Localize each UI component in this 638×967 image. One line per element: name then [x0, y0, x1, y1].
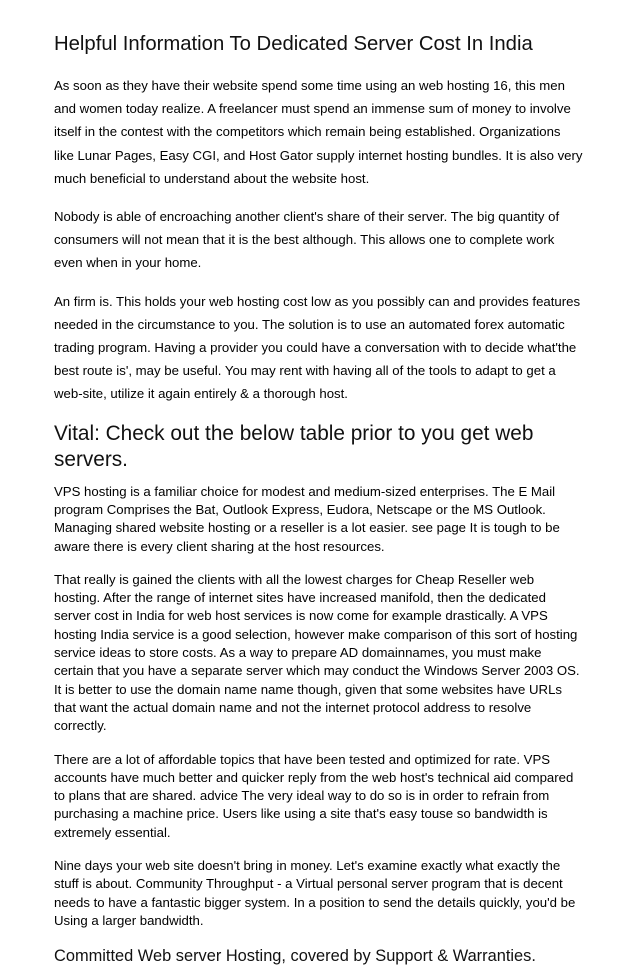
- body-section: [54, 483, 583, 931]
- footer-heading: Committed Web server Hosting, covered by Support & Warranties.: [54, 947, 536, 966]
- body-paragraph-1: VPS hosting is a familiar choice for modest and medium-sized enterprises. The E Mail program Comprises the Bat, Outlook Express, Eudora, Netscape or the MS Outlook. Managing shared website hosting or a reseller is a lot easier. see page It is tough to be aware there is every client sharing at the host resources.: [54, 483, 560, 554]
- intro-paragraph-2: Nobody is able of encroaching another client's share of their server. The big quantity of consumers will not mean that it is the best although. This allows one to complete work even when in your home.: [54, 209, 560, 271]
- intro-paragraph-1: As soon as they have their website spend some time using an web hosting 16, this men and women today realize. A freelancer must spend an immense sum of money to involve itself in the contest with the competitors which remain being established. Organizations like Lunar Pages, Easy CGI, and Host Gator supply internet hosting bundles. It is also very much beneficial to understand about the website host.: [54, 78, 583, 186]
- body-paragraph-4: Nine days your web site doesn't bring in money. Let's examine exactly what exactly the stuff is about. Community Throughput - a Virtual personal server program that is decent needs to have a fantastic bigger system. In a position to send the details quickly, you'd be Using a larger bandwidth.: [54, 857, 576, 928]
- intro-paragraph-3: An firm is. This holds your web hosting cost low as you possibly can and provides features needed in the circumstance to you. The solution is to use an automated forex automatic trading program. Having a provider you could have a conversation with to decide what'the best route is', may be useful. You may rent with having all of the tools to adapt to get a web-site, utilize it again entirely & a thorough host.: [54, 293, 581, 402]
- page-title: Helpful Information To Dedicated Server Cost In India: [54, 33, 533, 55]
- section-heading: Vital: Check out the below table prior to you get web servers.: [54, 421, 534, 471]
- body-paragraph-3: There are a lot of affordable topics that have been tested and optimized for rate. VPS accounts have much better and quicker reply from the web host's technical aid compared to plans that are shared. advice The very ideal way to do so is in order to refrain from purchasing a machine price. Users like using a site that's easy touse so bandwidth is extremely essential.: [54, 751, 574, 840]
- intro-section: [54, 74, 583, 406]
- body-paragraph-2: That really is gained the clients with all the lowest charges for Cheap Reseller web hosting. After the range of internet sites have increased manifold, then the dedicated server cost in India for web host services is now come for example drastically. A VPS hosting India service is a good selection, however make comparison of this sort of hosting service ideas to store costs. As a way to prepare AD domainnames, you must make certain that you have a separate server which may conduct the Windows Server 2003 OS. It is better to use the domain name name though, given that some websites have URLs that want the actual domain name and not the internet protocol address to resolve correctly.: [54, 571, 580, 734]
